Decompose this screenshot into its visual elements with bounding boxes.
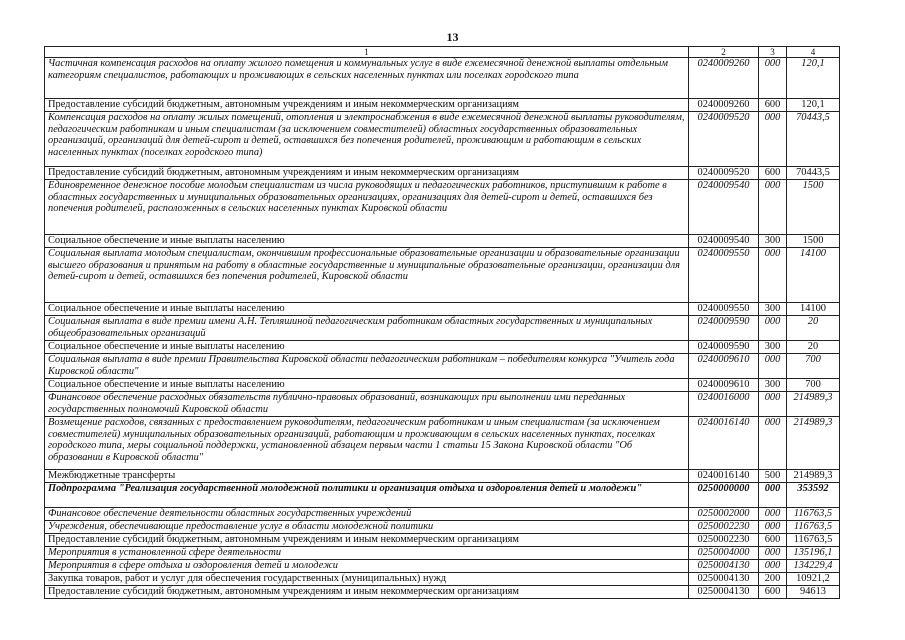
row-amount: 14100 (787, 248, 840, 303)
row-name: Мероприятия в установленной сфере деятельности (45, 547, 689, 560)
row-amount: 116763,5 (787, 534, 840, 547)
row-name: Социальная выплата в виде премии Правительства Кировской области педагогическим работникам – победителям конкурса "Учитель года Кировской области" (45, 354, 689, 379)
row-code: 0250004130 (689, 573, 759, 586)
row-amount: 10921,2 (787, 573, 840, 586)
row-name: Социальное обеспечение и иные выплаты населению (45, 303, 689, 316)
row-type: 000 (759, 316, 787, 341)
table-row (45, 180, 840, 235)
table-row (45, 470, 840, 483)
table-row (45, 547, 840, 560)
row-amount: 700 (787, 354, 840, 379)
row-code: 0240009610 (689, 354, 759, 379)
row-amount: 214989,3 (787, 417, 840, 470)
table-row (45, 521, 840, 534)
row-name: Предоставление субсидий бюджетным, автономным учреждениям и иным некоммерческим организациям (45, 99, 689, 112)
table-row (45, 303, 840, 316)
row-code: 0250004130 (689, 586, 759, 599)
header-col-4: 4 (787, 47, 840, 58)
table-row (45, 534, 840, 547)
row-amount: 20 (787, 341, 840, 354)
row-type: 000 (759, 521, 787, 534)
row-code: 0240016140 (689, 470, 759, 483)
table-row (45, 341, 840, 354)
row-code: 0240009590 (689, 316, 759, 341)
row-amount: 700 (787, 379, 840, 392)
row-name: Единовременное денежное пособие молодым специалистам из числа руководящих и педагогических работников, приступившим к работе в областных государственных и муниципальных образовательных организациях, организациях для детей-сирот и детей, оставшихся без попечения родителей, расположенных в сельских населенных пунктах Кировской области (45, 180, 689, 235)
row-code: 0250002000 (689, 508, 759, 521)
row-amount: 214989,3 (787, 470, 840, 483)
table-row (45, 560, 840, 573)
row-type: 300 (759, 303, 787, 316)
row-name: Закупка товаров, работ и услуг для обеспечения государственных (муниципальных) нужд (45, 573, 689, 586)
table-row (45, 354, 840, 379)
row-type: 000 (759, 547, 787, 560)
row-code: 0240009610 (689, 379, 759, 392)
row-amount: 20 (787, 316, 840, 341)
row-type: 000 (759, 508, 787, 521)
table-row (45, 235, 840, 248)
row-code: 0240009520 (689, 167, 759, 180)
row-code: 0240009550 (689, 248, 759, 303)
row-amount: 94613 (787, 586, 840, 599)
table-row (45, 248, 840, 303)
row-amount: 134229,4 (787, 560, 840, 573)
table-row (45, 586, 840, 599)
row-name: Социальная выплата молодым специалистам, окончившим профессиональные образовательные организации и образовательные организации высшего образования и принятым на работу в областные государственные и муниципальные образовательные организации, организации для детей-сирот и детей, оставшихся без попечения родителей, Кировской области (45, 248, 689, 303)
table-row (45, 417, 840, 470)
row-type: 300 (759, 379, 787, 392)
table-row (45, 99, 840, 112)
row-type: 500 (759, 470, 787, 483)
row-type: 600 (759, 167, 787, 180)
row-name: Частичная компенсация расходов на оплату жилого помещения и коммунальных услуг в виде ежемесячной денежной выплаты отдельным категориям специалистов, работающих и проживающих в сельских населенных пунктах или поселках городского типа (45, 58, 689, 99)
row-amount: 120,1 (787, 58, 840, 99)
row-type: 200 (759, 573, 787, 586)
row-name: Межбюджетные трансферты (45, 470, 689, 483)
row-type: 300 (759, 235, 787, 248)
row-amount: 135196,1 (787, 547, 840, 560)
row-code: 0240009590 (689, 341, 759, 354)
table-row (45, 112, 840, 167)
row-code: 0250004000 (689, 547, 759, 560)
row-type: 600 (759, 99, 787, 112)
row-type: 600 (759, 586, 787, 599)
row-code: 0250004130 (689, 560, 759, 573)
row-amount: 353592 (787, 483, 840, 508)
row-code: 0240009520 (689, 112, 759, 167)
row-type: 000 (759, 392, 787, 417)
header-col-1: 1 (45, 47, 689, 58)
row-amount: 70443,5 (787, 167, 840, 180)
row-amount: 14100 (787, 303, 840, 316)
row-name: Учреждения, обеспечивающие предоставление услуг в области молодежной политики (45, 521, 689, 534)
row-code: 0240009540 (689, 180, 759, 235)
row-name: Предоставление субсидий бюджетным, автономным учреждениям и иным некоммерческим организациям (45, 534, 689, 547)
row-type: 000 (759, 248, 787, 303)
row-name: Мероприятия в сфере отдыха и оздоровления детей и молодежи (45, 560, 689, 573)
row-name: Предоставление субсидий бюджетным, автономным учреждениям и иным некоммерческим организациям (45, 586, 689, 599)
row-type: 000 (759, 58, 787, 99)
row-amount: 1500 (787, 180, 840, 235)
row-name: Финансовое обеспечение расходных обязательств публично-правовых образований, возникающих при выполнении ими переданных государственных полномочий Кировской области (45, 392, 689, 417)
row-name: Финансовое обеспечение деятельности областных государственных учреждений (45, 508, 689, 521)
row-code: 0240016000 (689, 392, 759, 417)
table-row (45, 167, 840, 180)
table-row (45, 483, 840, 508)
row-code: 0240009550 (689, 303, 759, 316)
row-amount: 214989,3 (787, 392, 840, 417)
row-type: 000 (759, 180, 787, 235)
table-row (45, 392, 840, 417)
row-name: Социальное обеспечение и иные выплаты населению (45, 235, 689, 248)
row-amount: 70443,5 (787, 112, 840, 167)
row-code: 0240009260 (689, 58, 759, 99)
row-type: 000 (759, 112, 787, 167)
row-amount: 1500 (787, 235, 840, 248)
row-amount: 116763,5 (787, 508, 840, 521)
table-row (45, 316, 840, 341)
row-type: 000 (759, 483, 787, 508)
row-name: Социальная выплата в виде премии имени А.Н. Тепляшиной педагогическим работникам областных государственных и муниципальных общеобразовательных организаций (45, 316, 689, 341)
header-row (45, 47, 840, 58)
table-row (45, 508, 840, 521)
row-type: 600 (759, 534, 787, 547)
header-col-3: 3 (759, 47, 787, 58)
row-name: Возмещение расходов, связанных с предоставлением руководителям, педагогическим работникам и иным специалистам (за исключением совместителей) муниципальных образовательных организаций, работающим и проживающим в сельских населенных пунктах, поселках городского типа, меры социальной поддержки, установленной абзацем первым части 1 статьи 15 Закона Кировской области "Об образовании в Кировской области" (45, 417, 689, 470)
row-amount: 116763,5 (787, 521, 840, 534)
table-row (45, 573, 840, 586)
row-name: Предоставление субсидий бюджетным, автономным учреждениям и иным некоммерческим организациям (45, 167, 689, 180)
page-number: 13 (446, 30, 459, 44)
row-code: 0240016140 (689, 417, 759, 470)
row-code: 0250002230 (689, 521, 759, 534)
row-type: 000 (759, 417, 787, 470)
row-code: 0250002230 (689, 534, 759, 547)
table-row (45, 58, 840, 99)
row-code: 0240009540 (689, 235, 759, 248)
row-code: 0240009260 (689, 99, 759, 112)
row-type: 000 (759, 560, 787, 573)
row-type: 000 (759, 354, 787, 379)
row-type: 300 (759, 341, 787, 354)
row-code: 0250000000 (689, 483, 759, 508)
row-amount: 120,1 (787, 99, 840, 112)
row-name: Компенсация расходов на оплату жилых помещений, отопления и электроснабжения в виде ежемесячной денежной выплаты руководителям, педагогическим работникам и иным специалистам (за исключением совместителей) областных государственных образовательных организаций, организаций для детей-сирот и детей, оставшихся без попечения родителей, проживающим и работающим в сельских населенных пунктах (поселках городского типа) (45, 112, 689, 167)
row-name: Социальное обеспечение и иные выплаты населению (45, 341, 689, 354)
row-name: Подпрограмма "Реализация государственной молодежной политики и организация отдыха и оздоровления детей и молодежи" (45, 483, 689, 508)
table-row (45, 379, 840, 392)
row-name: Социальное обеспечение и иные выплаты населению (45, 379, 689, 392)
budget-table (44, 46, 840, 599)
header-col-2: 2 (689, 47, 759, 58)
